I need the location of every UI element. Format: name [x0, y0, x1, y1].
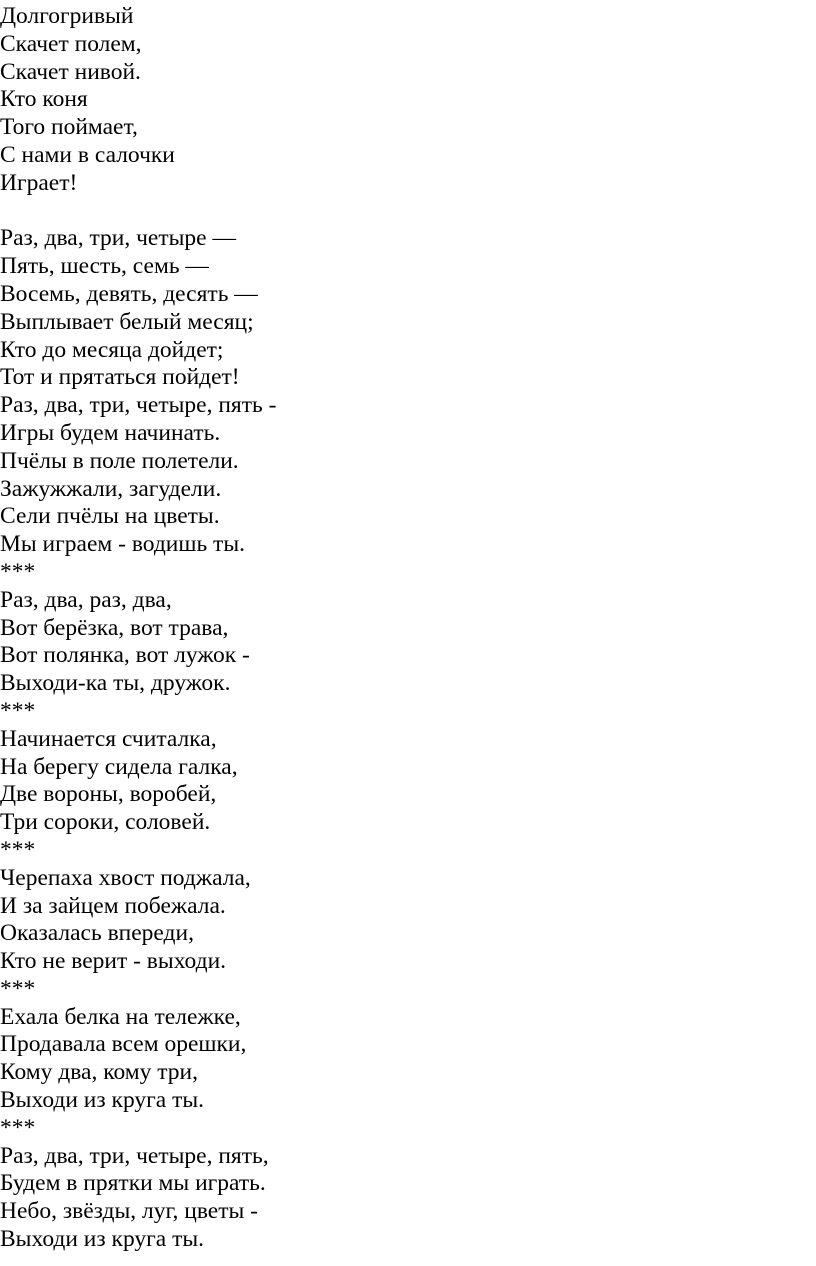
text-line: Восемь, девять, десять — [0, 280, 258, 307]
text-line: Кто коня [0, 86, 88, 113]
text-line: Вот берёзка, вот трава, [0, 614, 229, 641]
text-line: Раз, два, три, четыре — [0, 225, 236, 252]
text-line: С нами в салочки [0, 141, 175, 168]
text-line: Скачет нивой. [0, 58, 141, 85]
text-line: Скачет полем, [0, 30, 142, 57]
text-line: Продавала всем орешки, [0, 1031, 247, 1058]
text-line: Будем в прятки мы играть. [0, 1170, 266, 1197]
text-line: Мы играем - водишь ты. [0, 531, 245, 558]
text-line: Пять, шесть, семь — [0, 253, 209, 280]
text-line: Раз, два, три, четыре, пять, [0, 1142, 269, 1169]
text-line: Ехала белка на тележке, [0, 1003, 241, 1030]
text-line: Раз, два, три, четыре, пять - [0, 392, 277, 419]
text-line: Выходи из круга ты. [0, 1087, 205, 1114]
text-line: Игры будем начинать. [0, 419, 221, 446]
text-line: Оказалась впереди, [0, 920, 194, 947]
text-line: Выходи из круга ты. [0, 1226, 205, 1253]
text-line: Небо, звёзды, луг, цветы - [0, 1198, 258, 1225]
text-line: Вот полянка, вот лужок - [0, 642, 250, 669]
text-line: Кто не верит - выходи. [0, 948, 227, 975]
text-line: Того поймает, [0, 114, 138, 141]
section-separator: *** [0, 697, 36, 724]
text-line: Раз, два, раз, два, [0, 586, 172, 613]
text-line: Выходи-ка ты, дружок. [0, 670, 231, 697]
blank-line [0, 198, 800, 226]
section-separator: *** [0, 836, 36, 863]
text-line: Выплывает белый месяц; [0, 308, 254, 335]
text-line: И за зайцем побежала. [0, 892, 226, 919]
text-line: Черепаха хвост поджала, [0, 864, 251, 891]
poem-text [0, 3, 800, 1254]
text-line: Играет! [0, 169, 78, 196]
text-line: Пчёлы в поле полетели. [0, 447, 239, 474]
text-line: Начинается считалка, [0, 725, 217, 752]
section-separator: *** [0, 1114, 36, 1141]
section-separator: *** [0, 975, 36, 1002]
text-line: Кто до месяца дойдет; [0, 336, 224, 363]
text-line: Две вороны, воробей, [0, 781, 217, 808]
text-line: Три сороки, соловей. [0, 809, 211, 836]
text-line: Сели пчёлы на цветы. [0, 503, 220, 530]
text-line: Зажужжали, загудели. [0, 475, 222, 502]
text-line: На берегу сидела галка, [0, 753, 238, 780]
text-line: Тот и прятаться пойдет! [0, 364, 240, 391]
section-separator: *** [0, 558, 36, 585]
text-line: Долгогривый [0, 3, 134, 29]
text-line: Кому два, кому три, [0, 1059, 199, 1086]
